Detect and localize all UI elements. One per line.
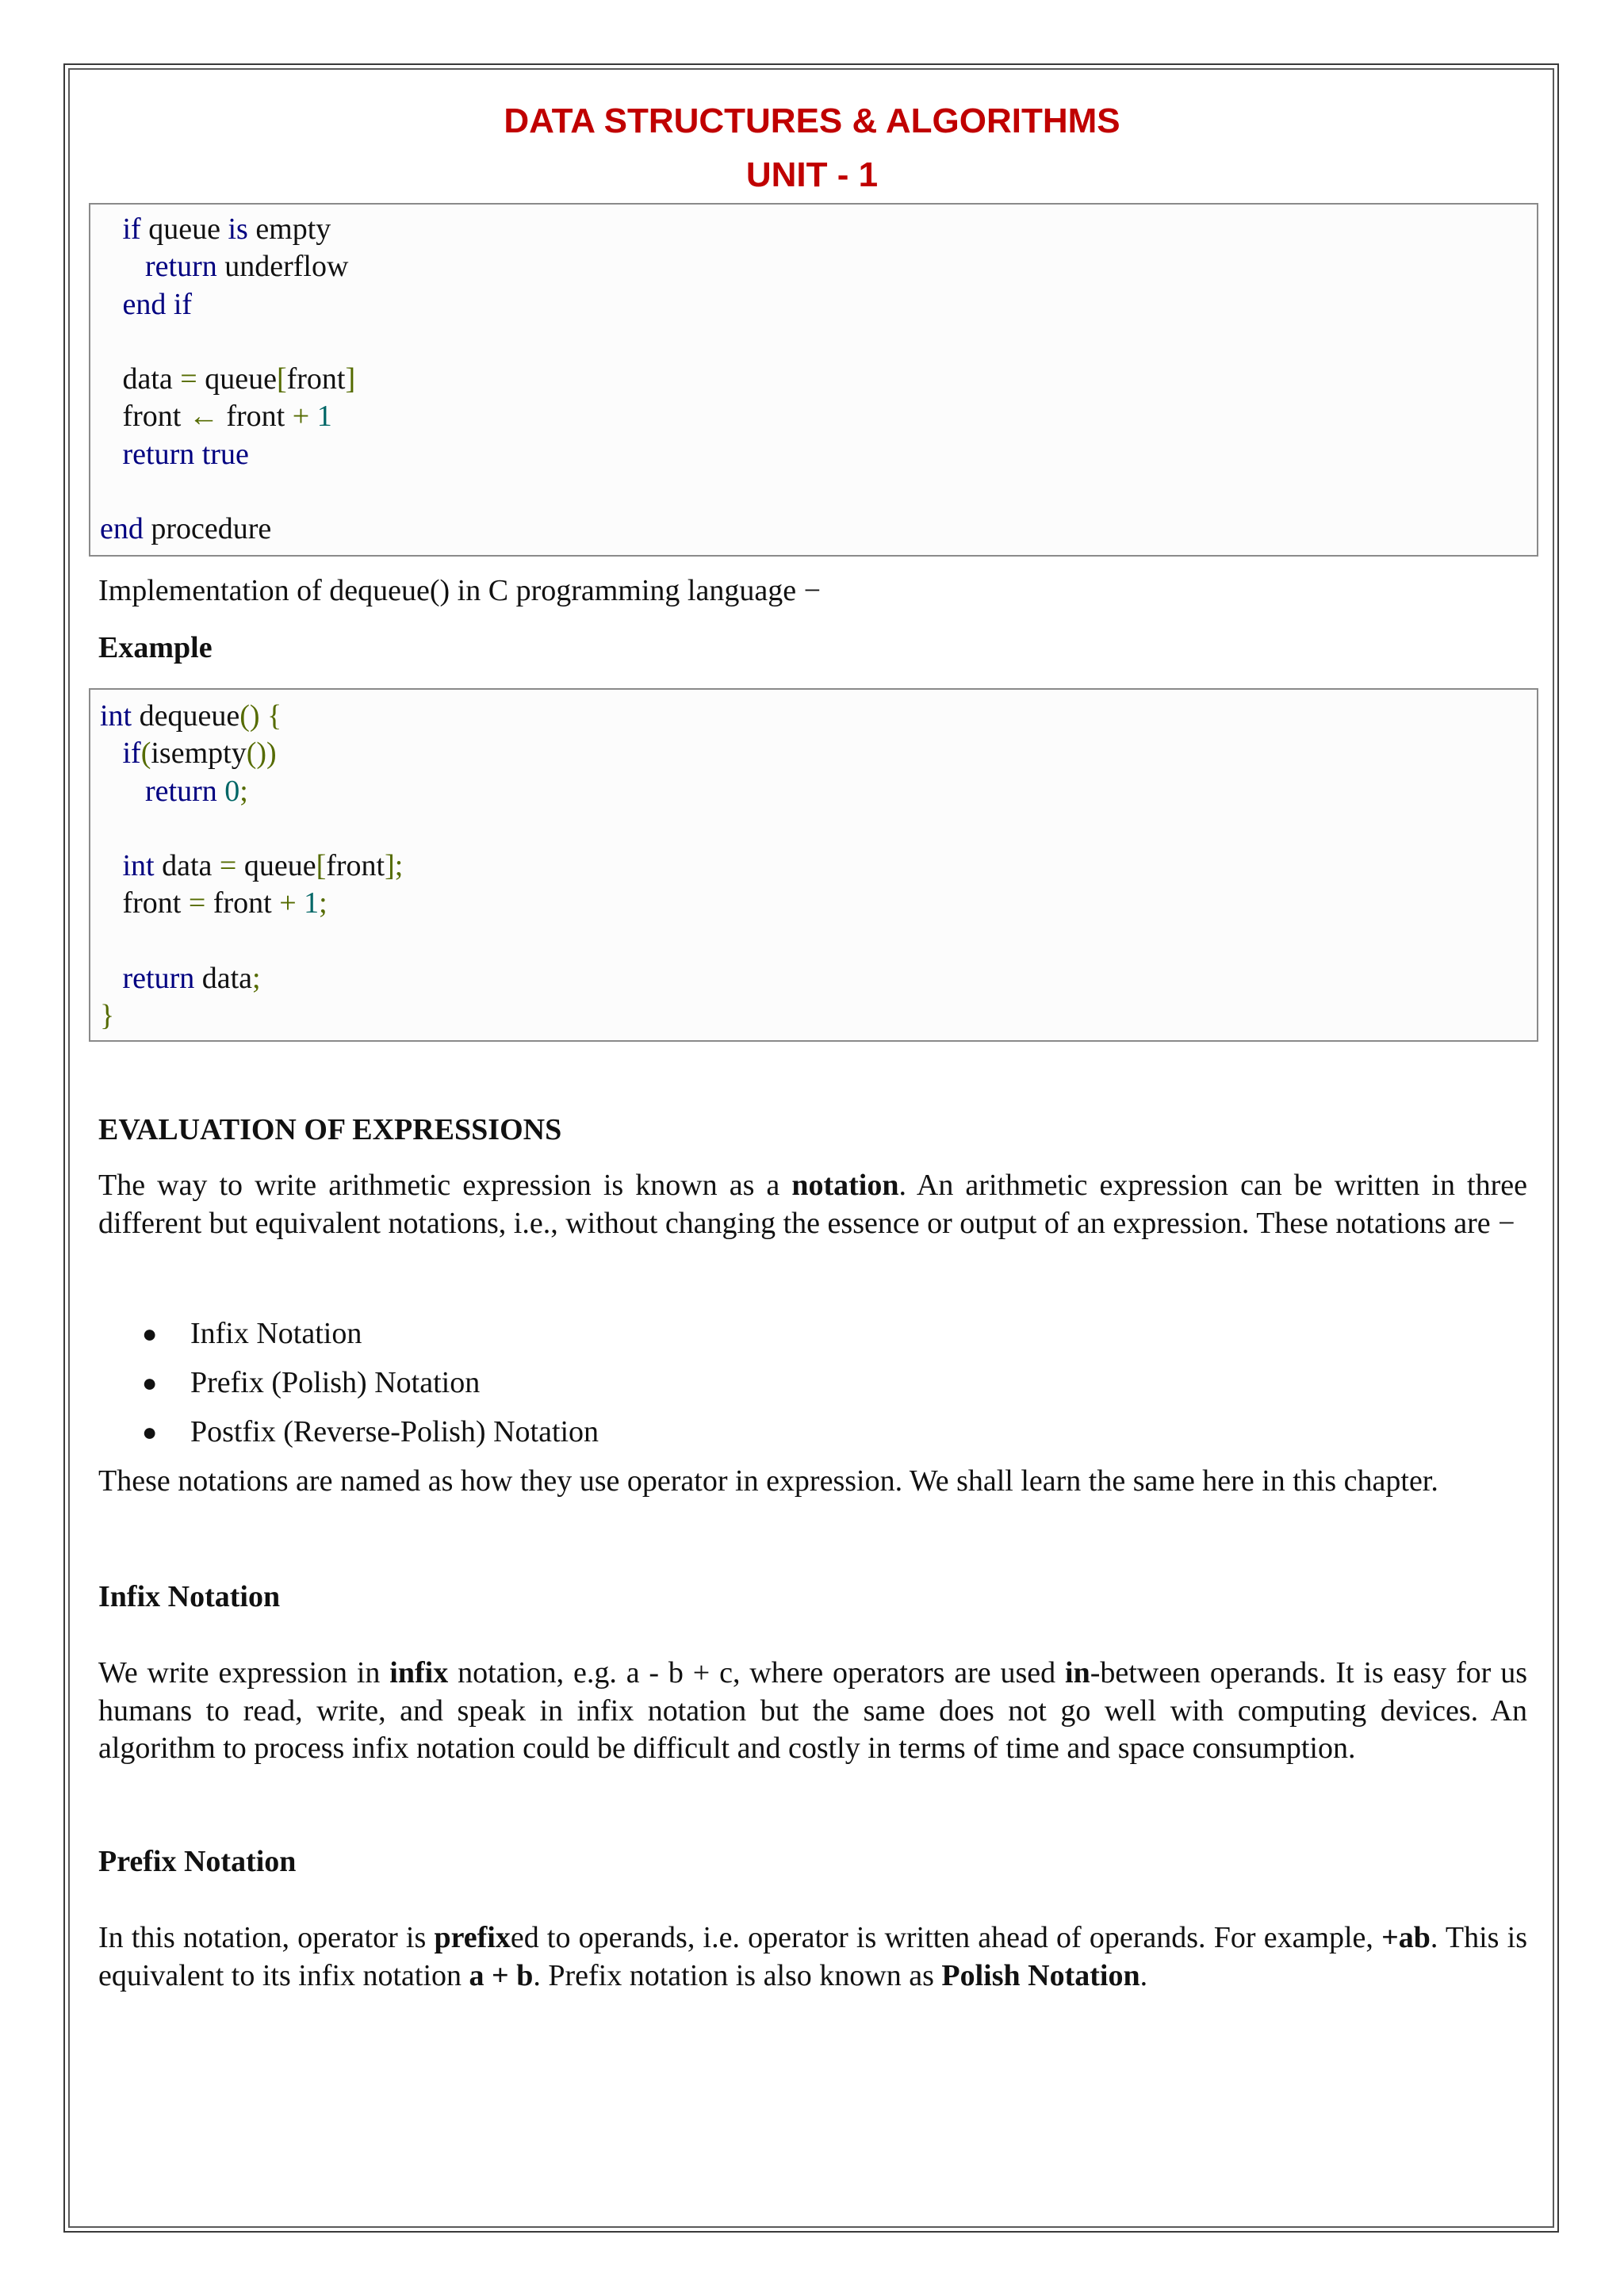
intro-text: Implementation of dequeue() in C programming language − bbox=[98, 574, 821, 607]
code-line bbox=[100, 810, 1527, 848]
bullet-icon: ● bbox=[142, 1418, 158, 1446]
section-heading-evaluation: EVALUATION OF EXPRESSIONS bbox=[98, 1113, 562, 1146]
list-item-label: Infix Notation bbox=[190, 1317, 362, 1350]
infix-paragraph: We write expression in infix notation, e.g. a - b + c, where operators are used in-between operands. It is easy for us humans to read, write, and speak in infix notation but the same does not go well with computing devices. An algorithm to process infix notation could be difficult and costly in terms of time and space consumption. bbox=[98, 1656, 1527, 1765]
list-item bbox=[98, 1358, 599, 1407]
code-line: if(isempty()) bbox=[122, 737, 277, 771]
prefix-paragraph: In this notation, operator is prefixed to operands, i.e. operator is written ahead of operands. For example, +ab. This is equivalent to its infix notation a + b. Prefix notation is also known as Polish Notation. bbox=[98, 1921, 1527, 1992]
code-line: front = front + 1; bbox=[100, 886, 327, 920]
list-item-label: Postfix (Reverse-Polish) Notation bbox=[190, 1415, 599, 1448]
code-line: data = queue[front] bbox=[100, 362, 356, 396]
code-line: if queue is empty bbox=[122, 212, 331, 246]
list-item bbox=[98, 1407, 599, 1456]
code-line: int data = queue[front]; bbox=[122, 849, 404, 883]
code-line: int dequeue() { bbox=[100, 699, 282, 733]
code-line bbox=[100, 323, 1527, 361]
evaluation-paragraph-2: These notations are named as how they use operator in expression. We shall learn the same here in this chapter. bbox=[98, 1464, 1438, 1498]
code-line: end procedure bbox=[100, 512, 272, 546]
unit-title: UNIT - 1 bbox=[745, 155, 879, 194]
code-line: return 0; bbox=[145, 774, 248, 808]
bullet-icon: ● bbox=[142, 1319, 158, 1348]
list-item bbox=[98, 1309, 599, 1358]
section-heading-infix: Infix Notation bbox=[98, 1580, 281, 1613]
code-line: return true bbox=[122, 437, 249, 471]
evaluation-paragraph-1: The way to write arithmetic expression is known as a notation. An arithmetic expression can be written in three different but equivalent notations, i.e., without changing the essence or output of an expression. These notations are − bbox=[98, 1169, 1527, 1240]
code-line bbox=[100, 473, 1527, 511]
code-line: front ← front + 1 bbox=[100, 400, 332, 434]
code-line: return data; bbox=[122, 962, 261, 996]
notation-list bbox=[98, 1309, 599, 1456]
code-line bbox=[100, 923, 1527, 960]
section-heading-prefix: Prefix Notation bbox=[98, 1845, 297, 1878]
c-code-box bbox=[89, 688, 1538, 1042]
code-line: } bbox=[100, 999, 115, 1033]
example-label: Example bbox=[98, 631, 213, 664]
list-item-label: Prefix (Polish) Notation bbox=[190, 1366, 481, 1399]
bullet-icon: ● bbox=[142, 1368, 158, 1397]
document-title: DATA STRUCTURES & ALGORITHMS bbox=[504, 101, 1120, 140]
algorithm-code-box bbox=[89, 203, 1538, 557]
code-line: return underflow bbox=[145, 250, 349, 284]
code-line: end if bbox=[122, 287, 193, 321]
